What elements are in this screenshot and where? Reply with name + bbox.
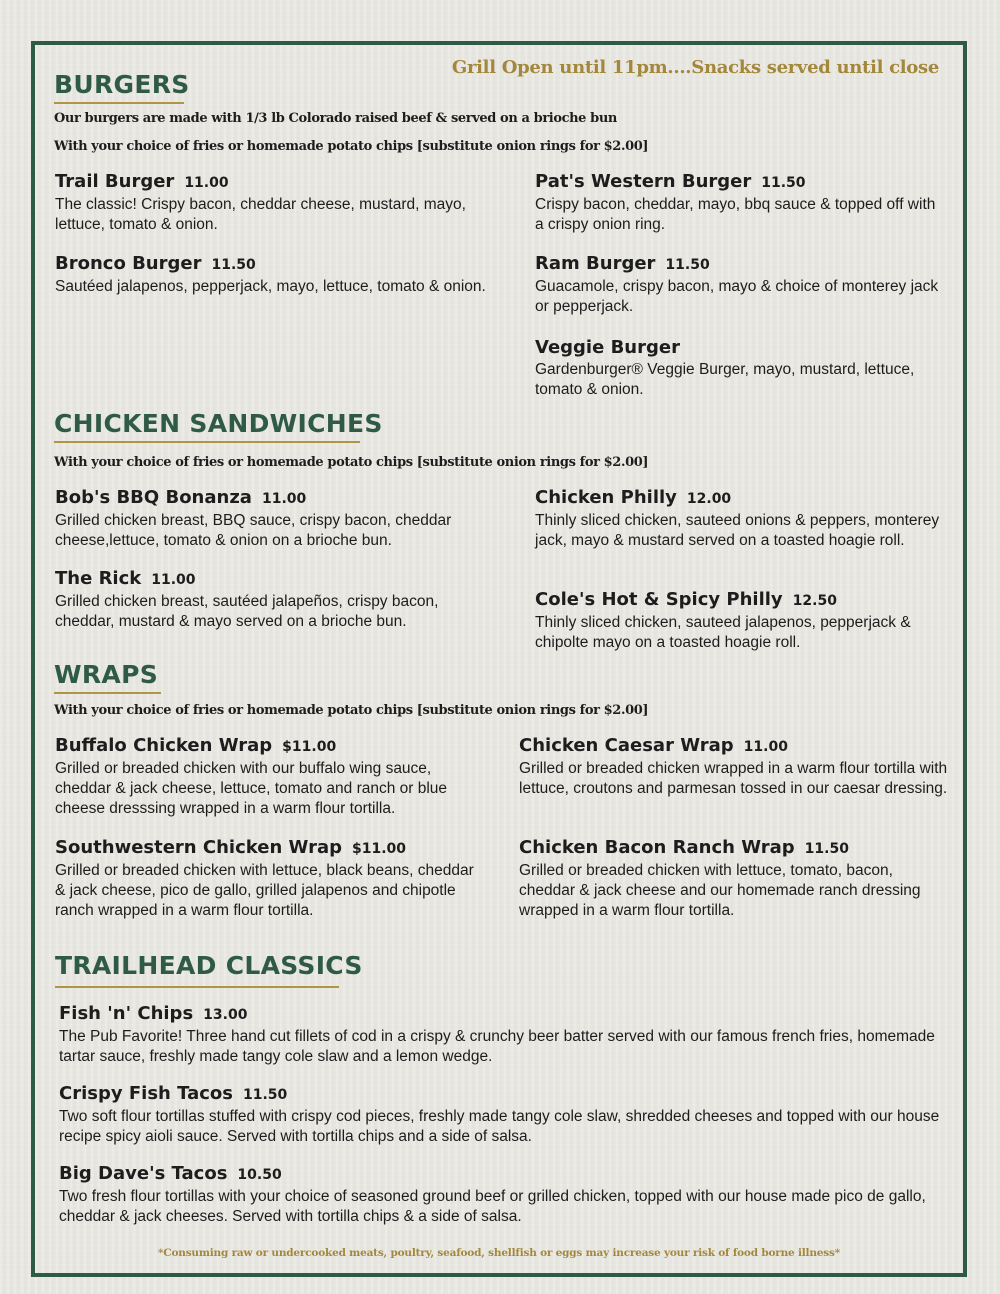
menu-item-bronco-burger [55,253,495,297]
item-description: Two soft flour tortillas stuffed with crispy cod pieces, freshly made tangy cole slaw, shredded cheeses and topped with our house recipe spicy aioli sauce. Served with tortilla chips and a side of salsa. [59,1108,940,1145]
item-description: Grilled chicken breast, BBQ sauce, crispy bacon, cheddar cheese,lettuce, tomato & onion on a brioche bun. [55,512,452,549]
burgers-note-beef: Our burgers are made with 1/3 lb Colorado raised beef & served on a brioche bun [54,111,617,126]
item-description: Sautéed jalapenos, pepperjack, mayo, lettuce, tomato & onion. [55,278,486,295]
item-name: Southwestern Chicken Wrap [55,837,342,858]
menu-item-veggie-burger [535,337,945,400]
menu-item-southwestern-chicken-wrap [55,837,485,921]
menu-item-buffalo-chicken-wrap [55,735,485,819]
classics-rule [55,986,339,988]
item-price: 11.50 [761,175,806,191]
menu-item-pats-western-burger [535,171,945,235]
item-price: 13.00 [203,1007,248,1023]
menu-item-big-daves-tacos [59,1163,949,1227]
wraps-note-sides: With your choice of fries or homemade potato chips [substitute onion rings for $2.00] [54,703,649,718]
item-name: Bob's BBQ Bonanza [55,487,252,508]
menu-item-fish-n-chips [59,1003,949,1067]
food-safety-disclaimer: *Consuming raw or undercooked meats, poultry, seafood, shellfish or eggs may increase your risk of food borne illness* [158,1247,840,1259]
item-description: Crispy bacon, cheddar, mayo, bbq sauce & topped off with a crispy onion ring. [535,196,936,233]
burgers-rule [54,102,184,104]
item-name: Big Dave's Tacos [59,1163,228,1184]
item-description: Grilled or breaded chicken with lettuce, tomato, bacon, cheddar & jack cheese and our homemade ranch dressing wrapped in a warm flour tortilla. [519,862,921,919]
item-description: Grilled or breaded chicken with lettuce, black beans, cheddar & jack cheese, pico de gallo, grilled jalapenos and chipotle ranch wrapped in a warm flour tortilla. [55,862,474,919]
item-price: 11.50 [665,257,710,273]
item-name: Ram Burger [535,253,656,274]
item-price: 11.50 [211,257,256,273]
item-description: The classic! Crispy bacon, cheddar cheese, mustard, mayo, lettuce, tomato & onion. [55,196,466,233]
item-price: 10.50 [237,1167,282,1183]
item-name: Chicken Caesar Wrap [519,735,734,756]
item-name: The Rick [55,568,142,589]
chicken-rule [54,441,360,443]
item-description: Grilled or breaded chicken wrapped in a warm flour tortilla with lettuce, croutons and parmesan tossed in our caesar dressing. [519,760,948,797]
trailhead-classics-title: TRAILHEAD CLASSICS [55,951,363,980]
item-name: Pat's Western Burger [535,171,752,192]
chicken-note-sides: With your choice of fries or homemade potato chips [substitute onion rings for $2.00] [54,455,649,470]
item-description: Thinly sliced chicken, sauteed onions & peppers, monterey jack, mayo & mustard served on a toasted hoagie roll. [535,512,940,549]
item-price: 11.00 [261,491,307,507]
chicken-sandwiches-title: CHICKEN SANDWICHES [54,409,383,438]
item-name: Trail Burger [55,171,175,192]
item-price: 11.50 [804,841,849,857]
item-name: Veggie Burger [535,337,680,358]
menu-item-the-rick [55,568,495,632]
item-name: Fish 'n' Chips [59,1003,194,1024]
burgers-title: BURGERS [54,70,190,99]
item-description: Gardenburger® Veggie Burger, mayo, mustard, lettuce, tomato & onion. [535,361,915,398]
item-price: 11.00 [184,175,229,191]
grill-hours-tagline: Grill Open until 11pm....Snacks served until close [451,57,939,78]
item-price: $11.00 [282,739,337,755]
menu-item-coles-hot-spicy-philly [535,589,945,653]
menu-item-trail-burger [55,171,495,235]
item-price: 11.00 [151,572,196,588]
item-description: The Pub Favorite! Three hand cut fillets of cod in a crispy & crunchy beer batter served with our famous french fries, homemade tartar sauce, freshly made tangy cole slaw and a lemon wedge. [59,1028,935,1065]
menu-item-chicken-philly [535,487,945,551]
item-description: Grilled chicken breast, sautéed jalapeños, crispy bacon, cheddar, mustard & mayo served on a brioche bun. [55,593,439,630]
burgers-note-sides: With your choice of fries or homemade potato chips [substitute onion rings for $2.00] [54,139,649,154]
item-name: Crispy Fish Tacos [59,1083,233,1104]
menu-item-bobs-bbq-bonanza [55,487,495,551]
item-name: Buffalo Chicken Wrap [55,735,273,756]
menu-item-chicken-caesar-wrap [519,735,959,799]
item-description: Thinly sliced chicken, sauteed jalapenos, pepperjack & chipolte mayo on a toasted hoagie roll. [535,614,911,651]
menu-frame [31,41,967,1277]
item-description: Two fresh flour tortillas with your choice of seasoned ground beef or grilled chicken, topped with our house made pico de gallo, cheddar & jack cheeses. Served with tortilla chips & a side of salsa. [59,1188,926,1225]
item-name: Bronco Burger [55,253,202,274]
item-price: 12.50 [792,593,837,609]
menu-item-ram-burger [535,253,945,317]
wraps-rule [54,692,161,694]
item-name: Chicken Philly [535,487,677,508]
item-description: Guacamole, crispy bacon, mayo & choice of monterey jack or pepperjack. [535,278,939,315]
item-price: 11.00 [743,739,788,755]
wraps-title: WRAPS [54,660,159,689]
item-price: 11.50 [242,1087,288,1103]
item-price: $11.00 [351,841,407,857]
item-name: Chicken Bacon Ranch Wrap [519,837,795,858]
item-price: 12.00 [686,491,732,507]
item-description: Grilled or breaded chicken with our buffalo wing sauce, cheddar & jack cheese, lettuce, tomato and ranch or blue cheese dresssing wrapped in a warm flour tortilla. [55,760,448,817]
menu-item-crispy-fish-tacos [59,1083,949,1147]
item-name: Cole's Hot & Spicy Philly [535,589,783,610]
menu-item-chicken-bacon-ranch-wrap [519,837,939,921]
